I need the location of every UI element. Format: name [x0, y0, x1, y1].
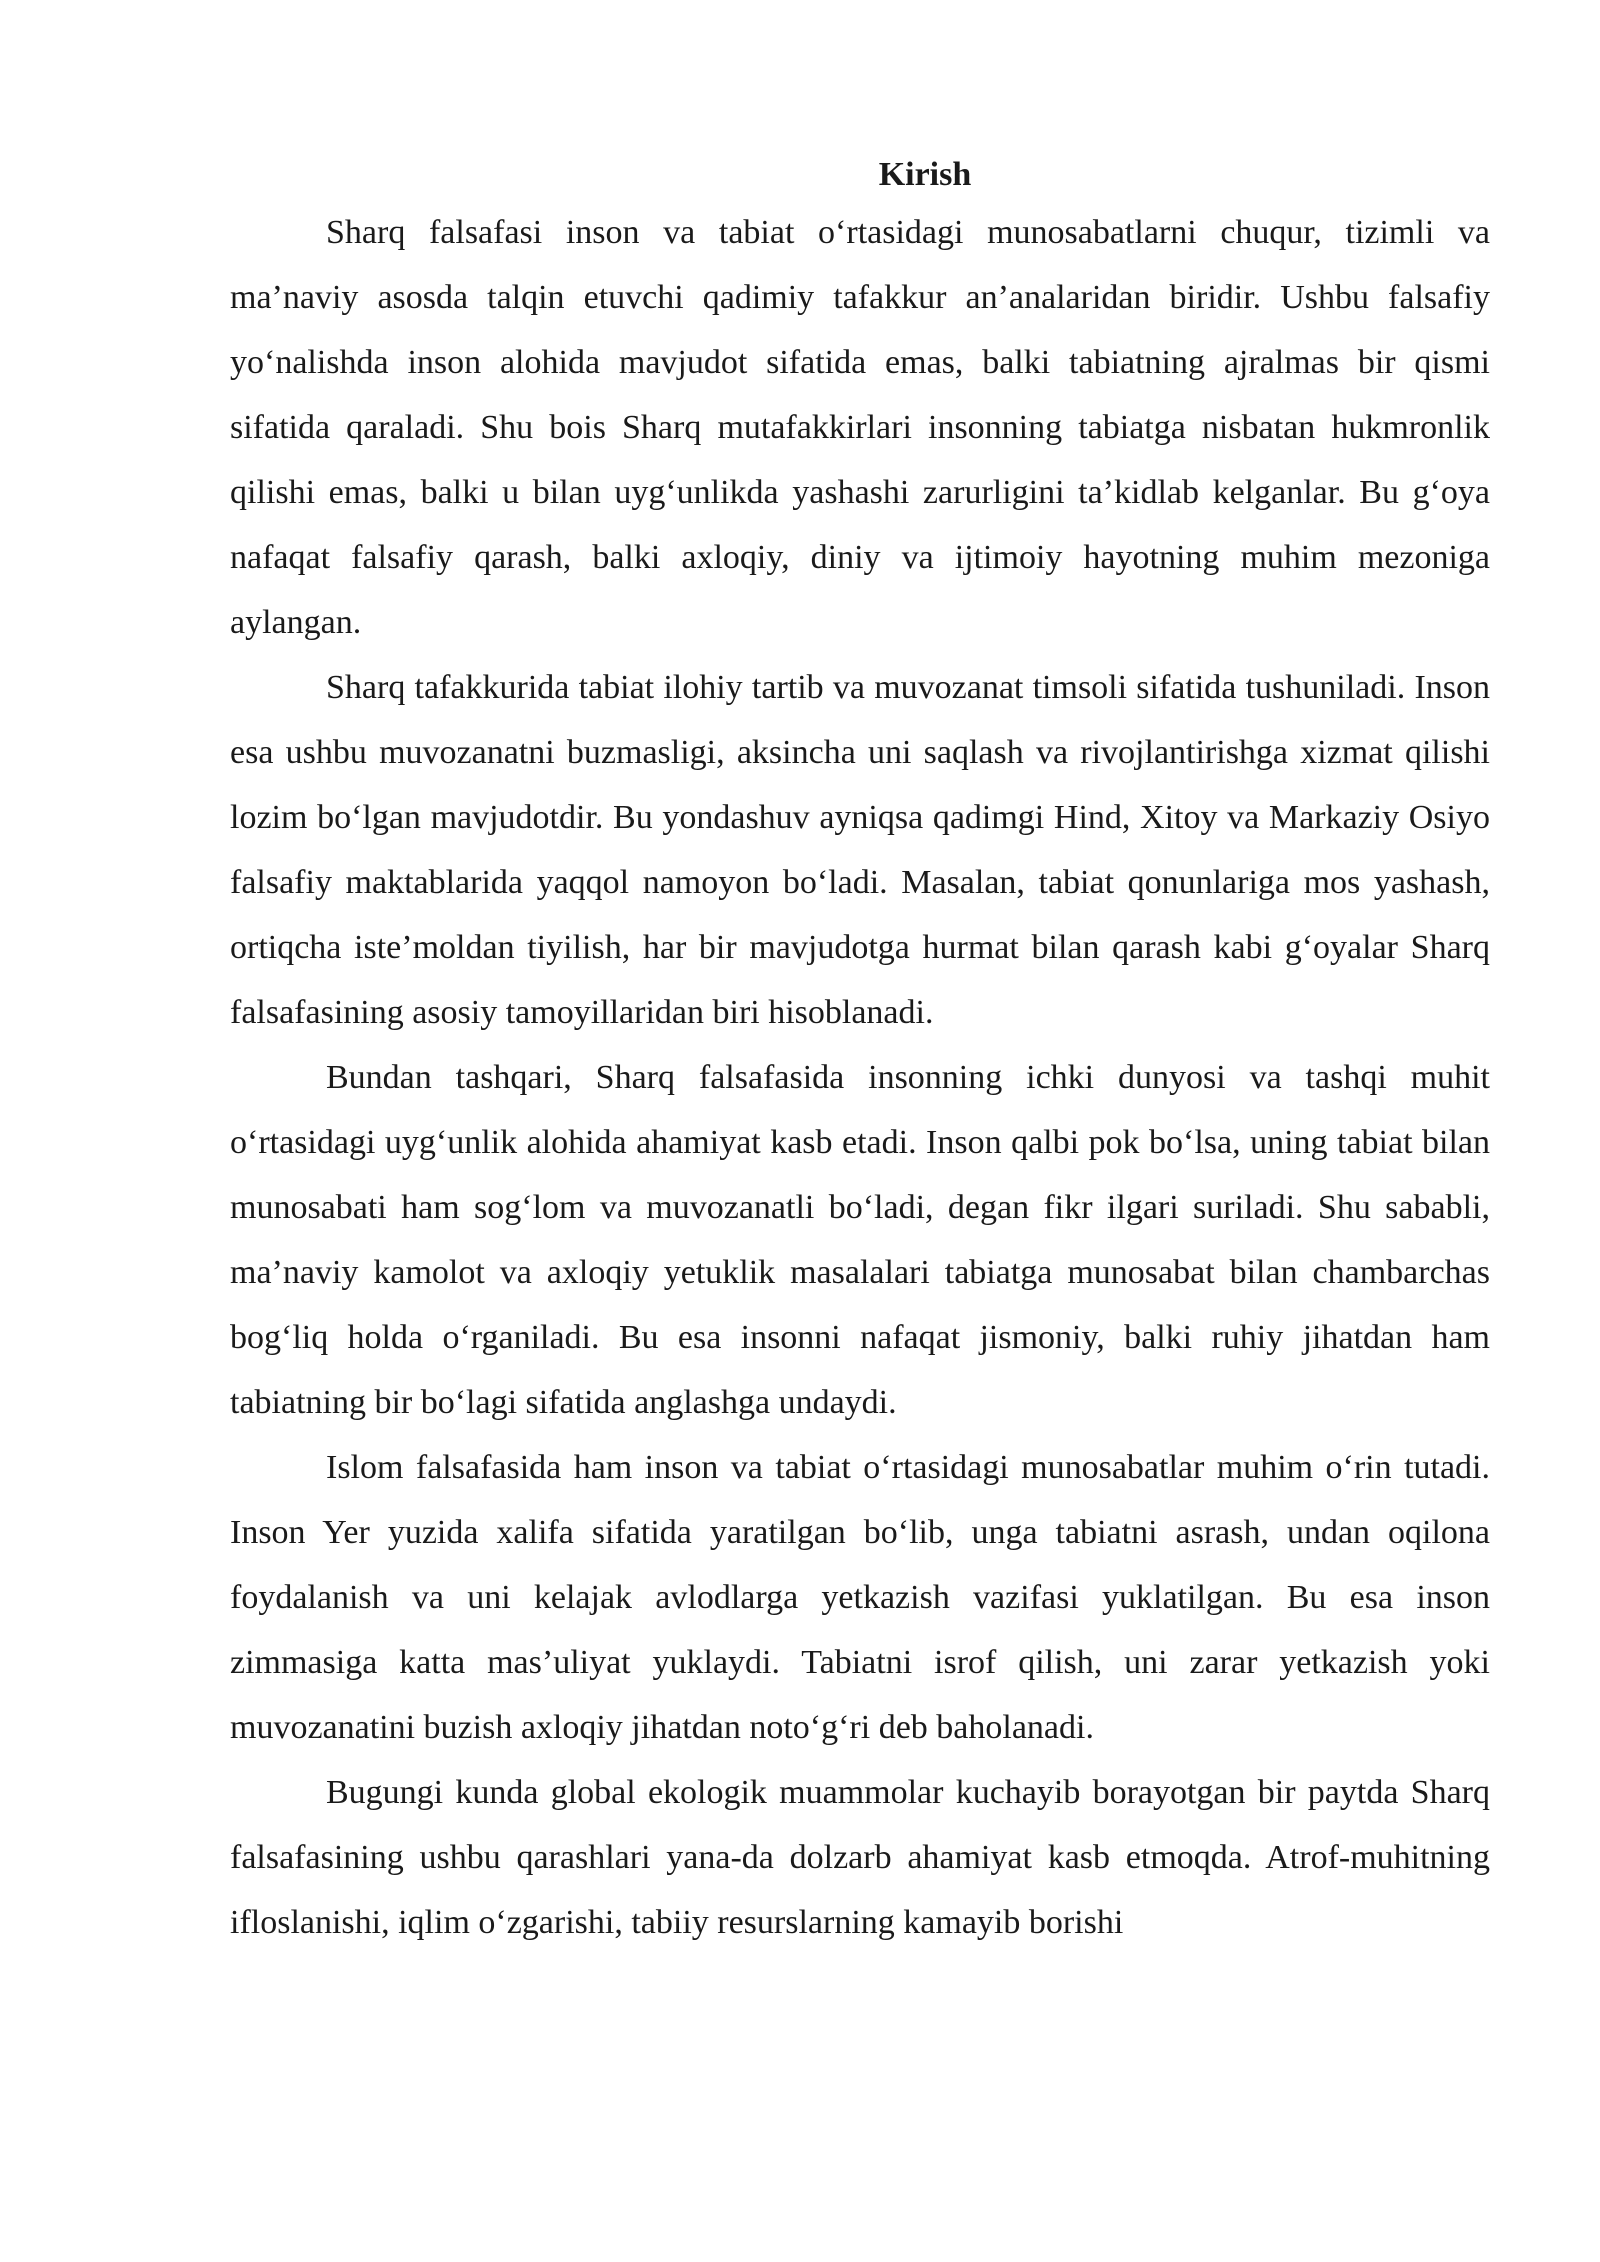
- document-title: Kirish: [878, 156, 972, 193]
- paragraph-1: Sharq falsafasi inson va tabiat o‘rtasidagi munosabatlarni chuqur, tizimli va ma’naviy asosda talqin etuvchi qadimiy tafakkur an’analaridan biridir. Ushbu falsafiy yo‘nalishda inson alohida mavjudot sifatida emas, balki tabiatning ajralmas bir qismi sifatida qaraladi. Shu bois Sharq mutafakkirlari insonning tabiatga nisbatan hukmronlik qilishi emas, balki u bilan uyg‘unlikda yashashi zarurligini ta’kidlab kelganlar. Bu g‘oya nafaqat falsafiy qarash, balki axloqiy, diniy va ijtimoiy hayotning muhim mezoniga aylangan.: [230, 214, 1490, 641]
- paragraph-5: Bugungi kunda global ekologik muammolar kuchayib borayotgan bir paytda Sharq falsafasining ushbu qarashlari yana-da dolzarb ahamiyat kasb etmoqda. Atrof-muhitning ifloslanishi, iqlim o‘zgarishi, tabiiy resurslarning kamayib borishi: [230, 1774, 1490, 1941]
- document-body: [230, 150, 1490, 1955]
- paragraph-4: Islom falsafasida ham inson va tabiat o‘rtasidagi munosabatlar muhim o‘rin tutadi. Inson Yer yuzida xalifa sifatida yaratilgan bo‘lib, unga tabiatni asrash, undan oqilona foydalanish va uni kelajak avlodlarga yetkazish vazifasi yuklatilgan. Bu esa inson zimmasiga katta mas’uliyat yuklaydi. Tabiatni isrof qilish, uni zarar yetkazish yoki muvozanatini buzish axloqiy jihatdan noto‘g‘ri deb baholanadi.: [230, 1449, 1490, 1746]
- paragraph-2: Sharq tafakkurida tabiat ilohiy tartib va muvozanat timsoli sifatida tushuniladi. Inson esa ushbu muvozanatni buzmasligi, aksincha uni saqlash va rivojlantirishga xizmat qilishi lozim bo‘lgan mavjudotdir. Bu yondashuv ayniqsa qadimgi Hind, Xitoy va Markaziy Osiyo falsafiy maktablarida yaqqol namoyon bo‘ladi. Masalan, tabiat qonunlariga mos yashash, ortiqcha iste’moldan tiyilish, har bir mavjudotga hurmat bilan qarash kabi g‘oyalar Sharq falsafasining asosiy tamoyillaridan biri hisoblanadi.: [230, 669, 1490, 1031]
- paragraph-3: Bundan tashqari, Sharq falsafasida insonning ichki dunyosi va tashqi muhit o‘rtasidagi uyg‘unlik alohida ahamiyat kasb etadi. Inson qalbi pok bo‘lsa, uning tabiat bilan munosabati ham sog‘lom va muvozanatli bo‘ladi, degan fikr ilgari suriladi. Shu sababli, ma’naviy kamolot va axloqiy yetuklik masalalari tabiatga munosabat bilan chambarchas bog‘liq holda o‘rganiladi. Bu esa insonni nafaqat jismoniy, balki ruhiy jihatdan ham tabiatning bir bo‘lagi sifatida anglashga undaydi.: [230, 1059, 1490, 1421]
